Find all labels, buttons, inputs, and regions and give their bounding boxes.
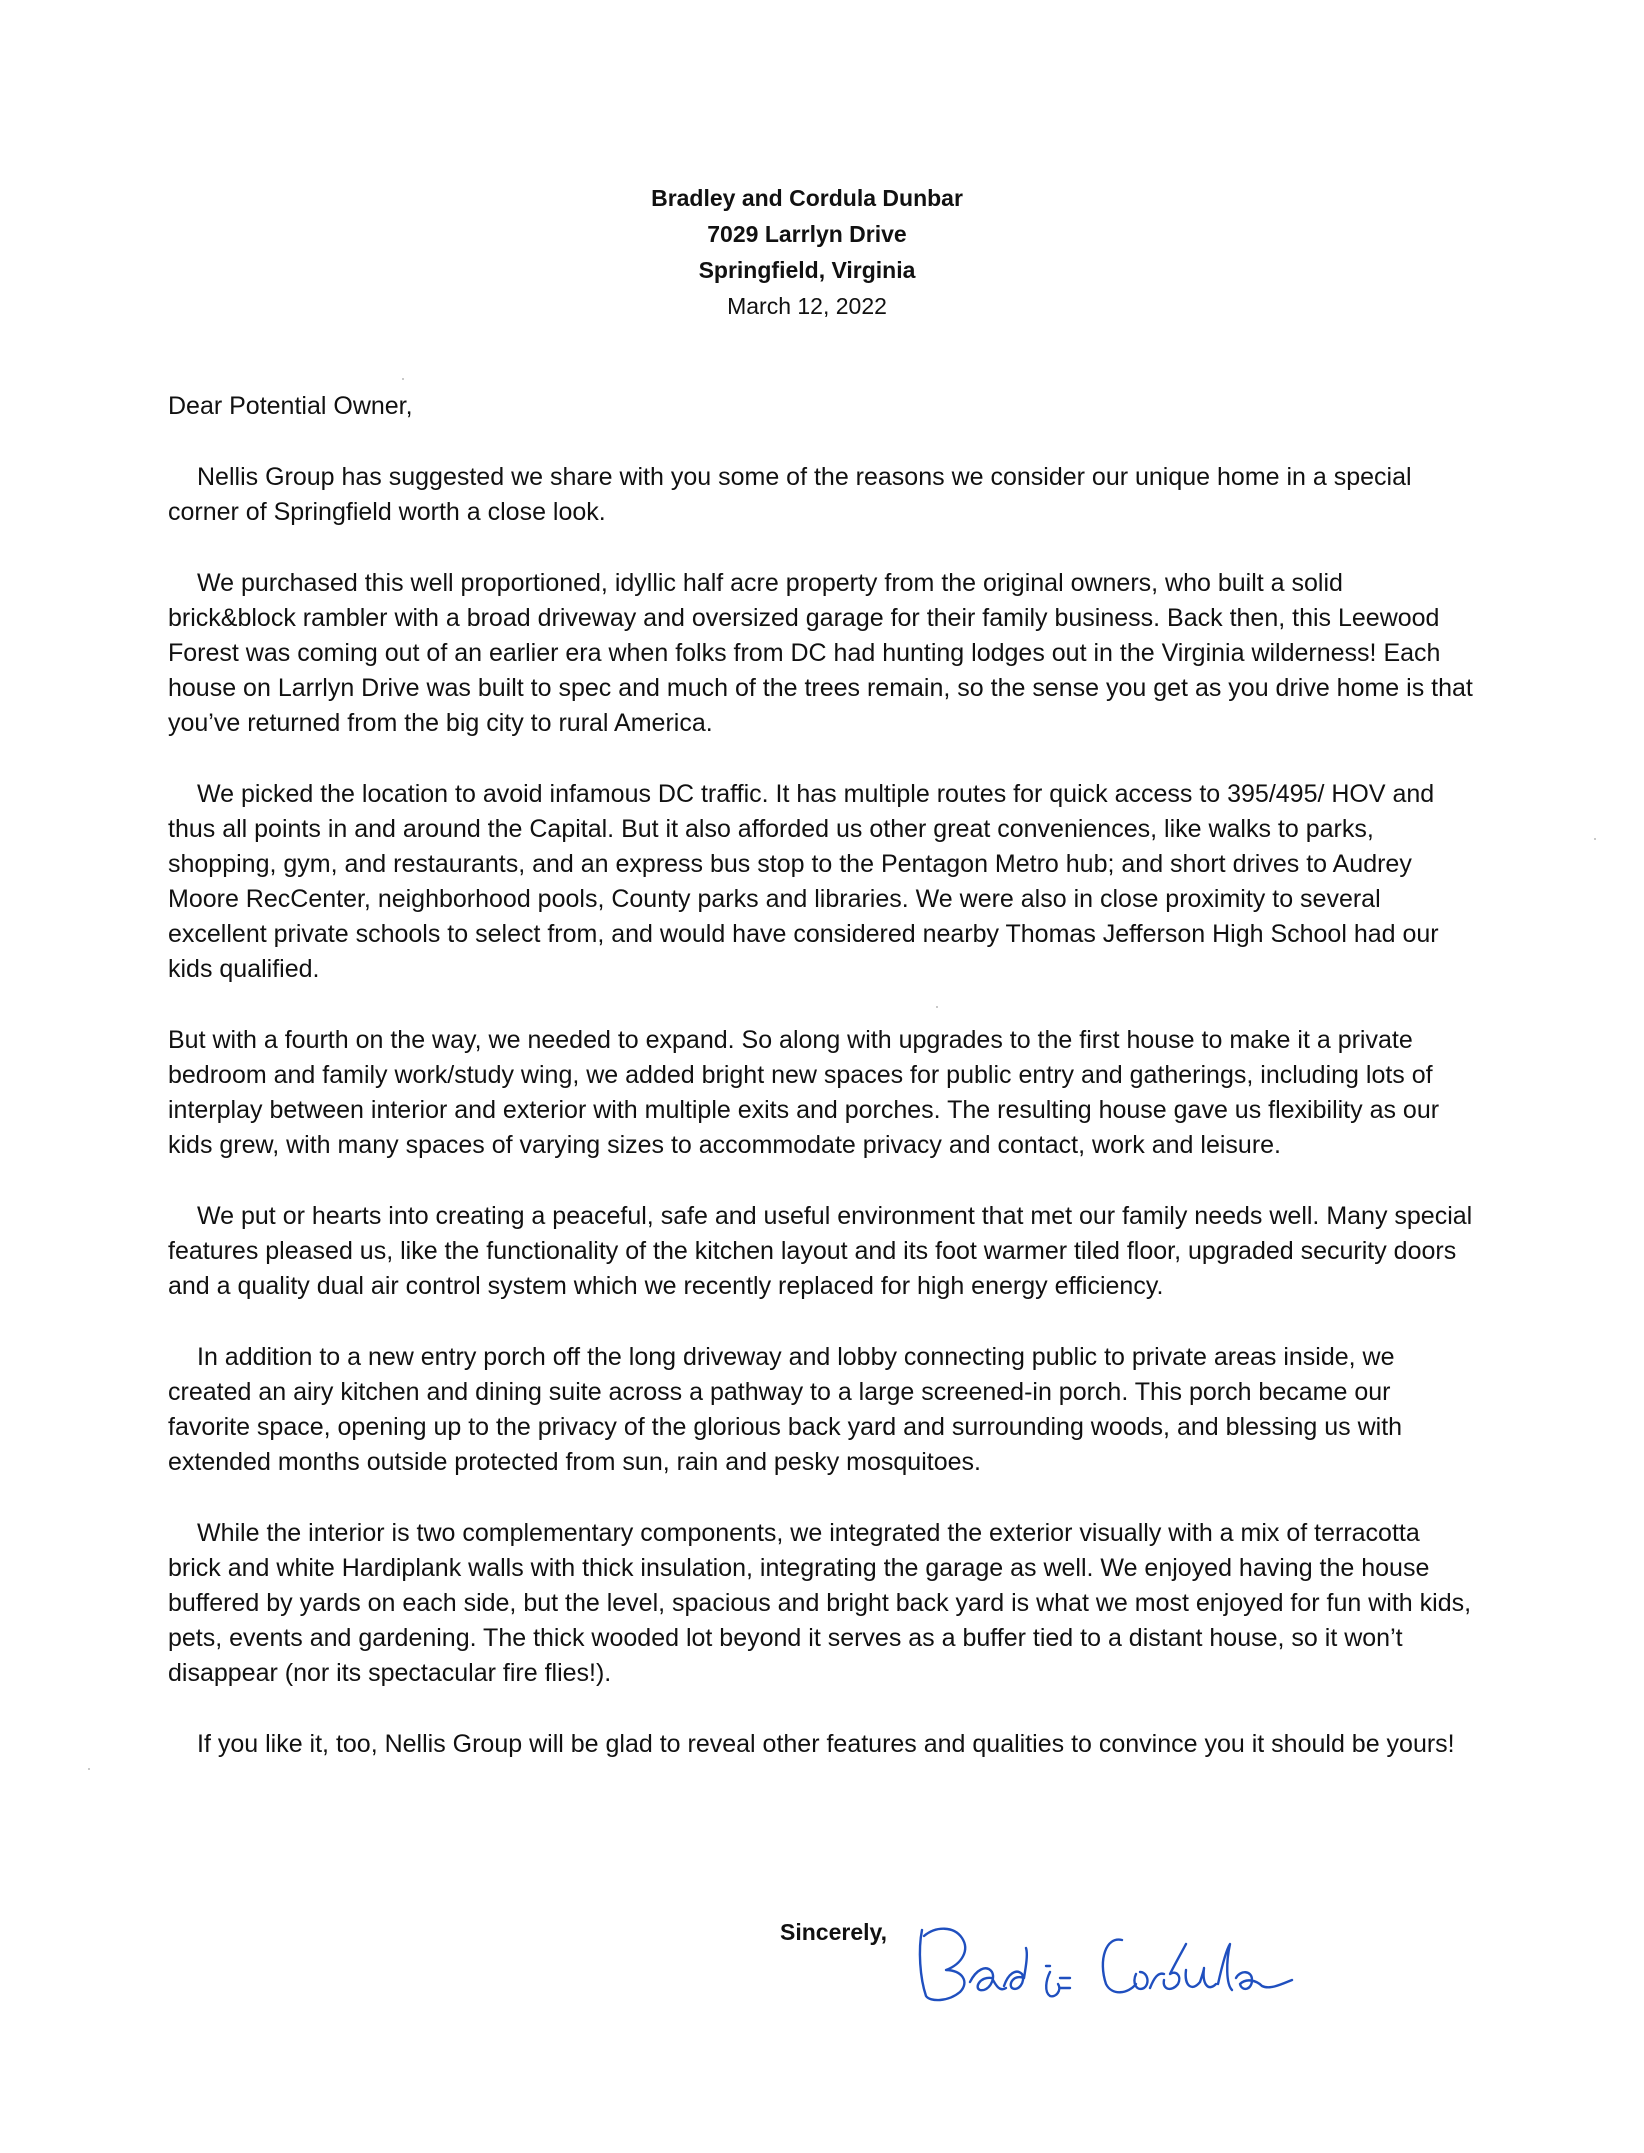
- handwritten-signature: [900, 1900, 1300, 2010]
- paragraph-8: If you like it, too, Nellis Group will be glad to reveal other features and qualities to convince you it should be yours!: [197, 1730, 1455, 1758]
- letter-date: March 12, 2022: [727, 293, 887, 319]
- salutation: Dear Potential Owner,: [168, 392, 413, 420]
- paragraph-3: We picked the location to avoid infamous DC traffic. It has multiple routes for quick access to 395/495/ HOV and thus all points in and around the Capital. But it also afforded us other great conveniences, like walks to parks, shopping, gym, and restaurants, and an express bus stop to the Pentagon Metro hub; and short drives to Audrey Moore RecCenter, neighborhood pools, County parks and libraries. We were also in close proximity to several excellent private schools to select from, and would have considered nearby Thomas Jefferson High School had our kids qualified.: [168, 780, 1439, 983]
- scan-speck: [402, 378, 404, 380]
- closing: Sincerely,: [780, 1919, 887, 1945]
- paragraph-1: Nellis Group has suggested we share with you some of the reasons we consider our unique home in a special corner of Springfield worth a close look.: [168, 463, 1412, 526]
- scan-speck: [88, 1768, 90, 1770]
- paragraph-4: But with a fourth on the way, we needed to expand. So along with upgrades to the first house to make it a private bedroom and family work/study wing, we added bright new spaces for public entry and gatherings, including lots of interplay between interior and exterior with multiple exits and porches. The resulting house gave us flexibility as our kids grew, with many spaces of varying sizes to accommodate privacy and contact, work and leisure.: [168, 1026, 1440, 1159]
- scan-speck: [936, 1006, 938, 1008]
- sender-names: Bradley and Cordula Dunbar: [651, 185, 963, 211]
- paragraph-5: We put or hearts into creating a peaceful, safe and useful environment that met our family needs well. Many special features pleased us, like the functionality of the kitchen layout and its foot warmer tiled floor, upgraded security doors and a quality dual air control system which we recently replaced for high energy efficiency.: [168, 1202, 1473, 1300]
- signature-drawing: [900, 1900, 1300, 2010]
- sender-street: 7029 Larrlyn Drive: [707, 221, 907, 247]
- letter-body: [168, 460, 1474, 1798]
- paragraph-7: While the interior is two complementary components, we integrated the exterior visually with a mix of terracotta brick and white Hardiplank walls with thick insulation, integrating the garage as well. We enjoyed having the house buffered by yards on each side, but the level, spacious and bright back yard is what we most enjoyed for fun with kids, pets, events and gardening. The thick wooded lot beyond it serves as a buffer tied to a distant house, so it won’t disappear (nor its spectacular fire flies!).: [168, 1519, 1472, 1687]
- paragraph-2: We purchased this well proportioned, idyllic half acre property from the original owners, who built a solid brick&block rambler with a broad driveway and oversized garage for their family business. Back then, this Leewood Forest was coming out of an earlier era when folks from DC had hunting lodges out in the Virginia wilderness! Each house on Larrlyn Drive was built to spec and much of the trees remain, so the sense you get as you drive home is that you’ve returned from the big city to rural America.: [168, 569, 1473, 737]
- paragraph-6: In addition to a new entry porch off the long driveway and lobby connecting public to private areas inside, we created an airy kitchen and dining suite across a pathway to a large screened-in porch. This porch became our favorite space, opening up to the privacy of the glorious back yard and surrounding woods, and blessing us with extended months outside protected from sun, rain and pesky mosquitoes.: [168, 1343, 1403, 1476]
- scan-speck: [1594, 838, 1596, 840]
- letterhead: [0, 180, 1614, 324]
- sender-city: Springfield, Virginia: [698, 257, 916, 283]
